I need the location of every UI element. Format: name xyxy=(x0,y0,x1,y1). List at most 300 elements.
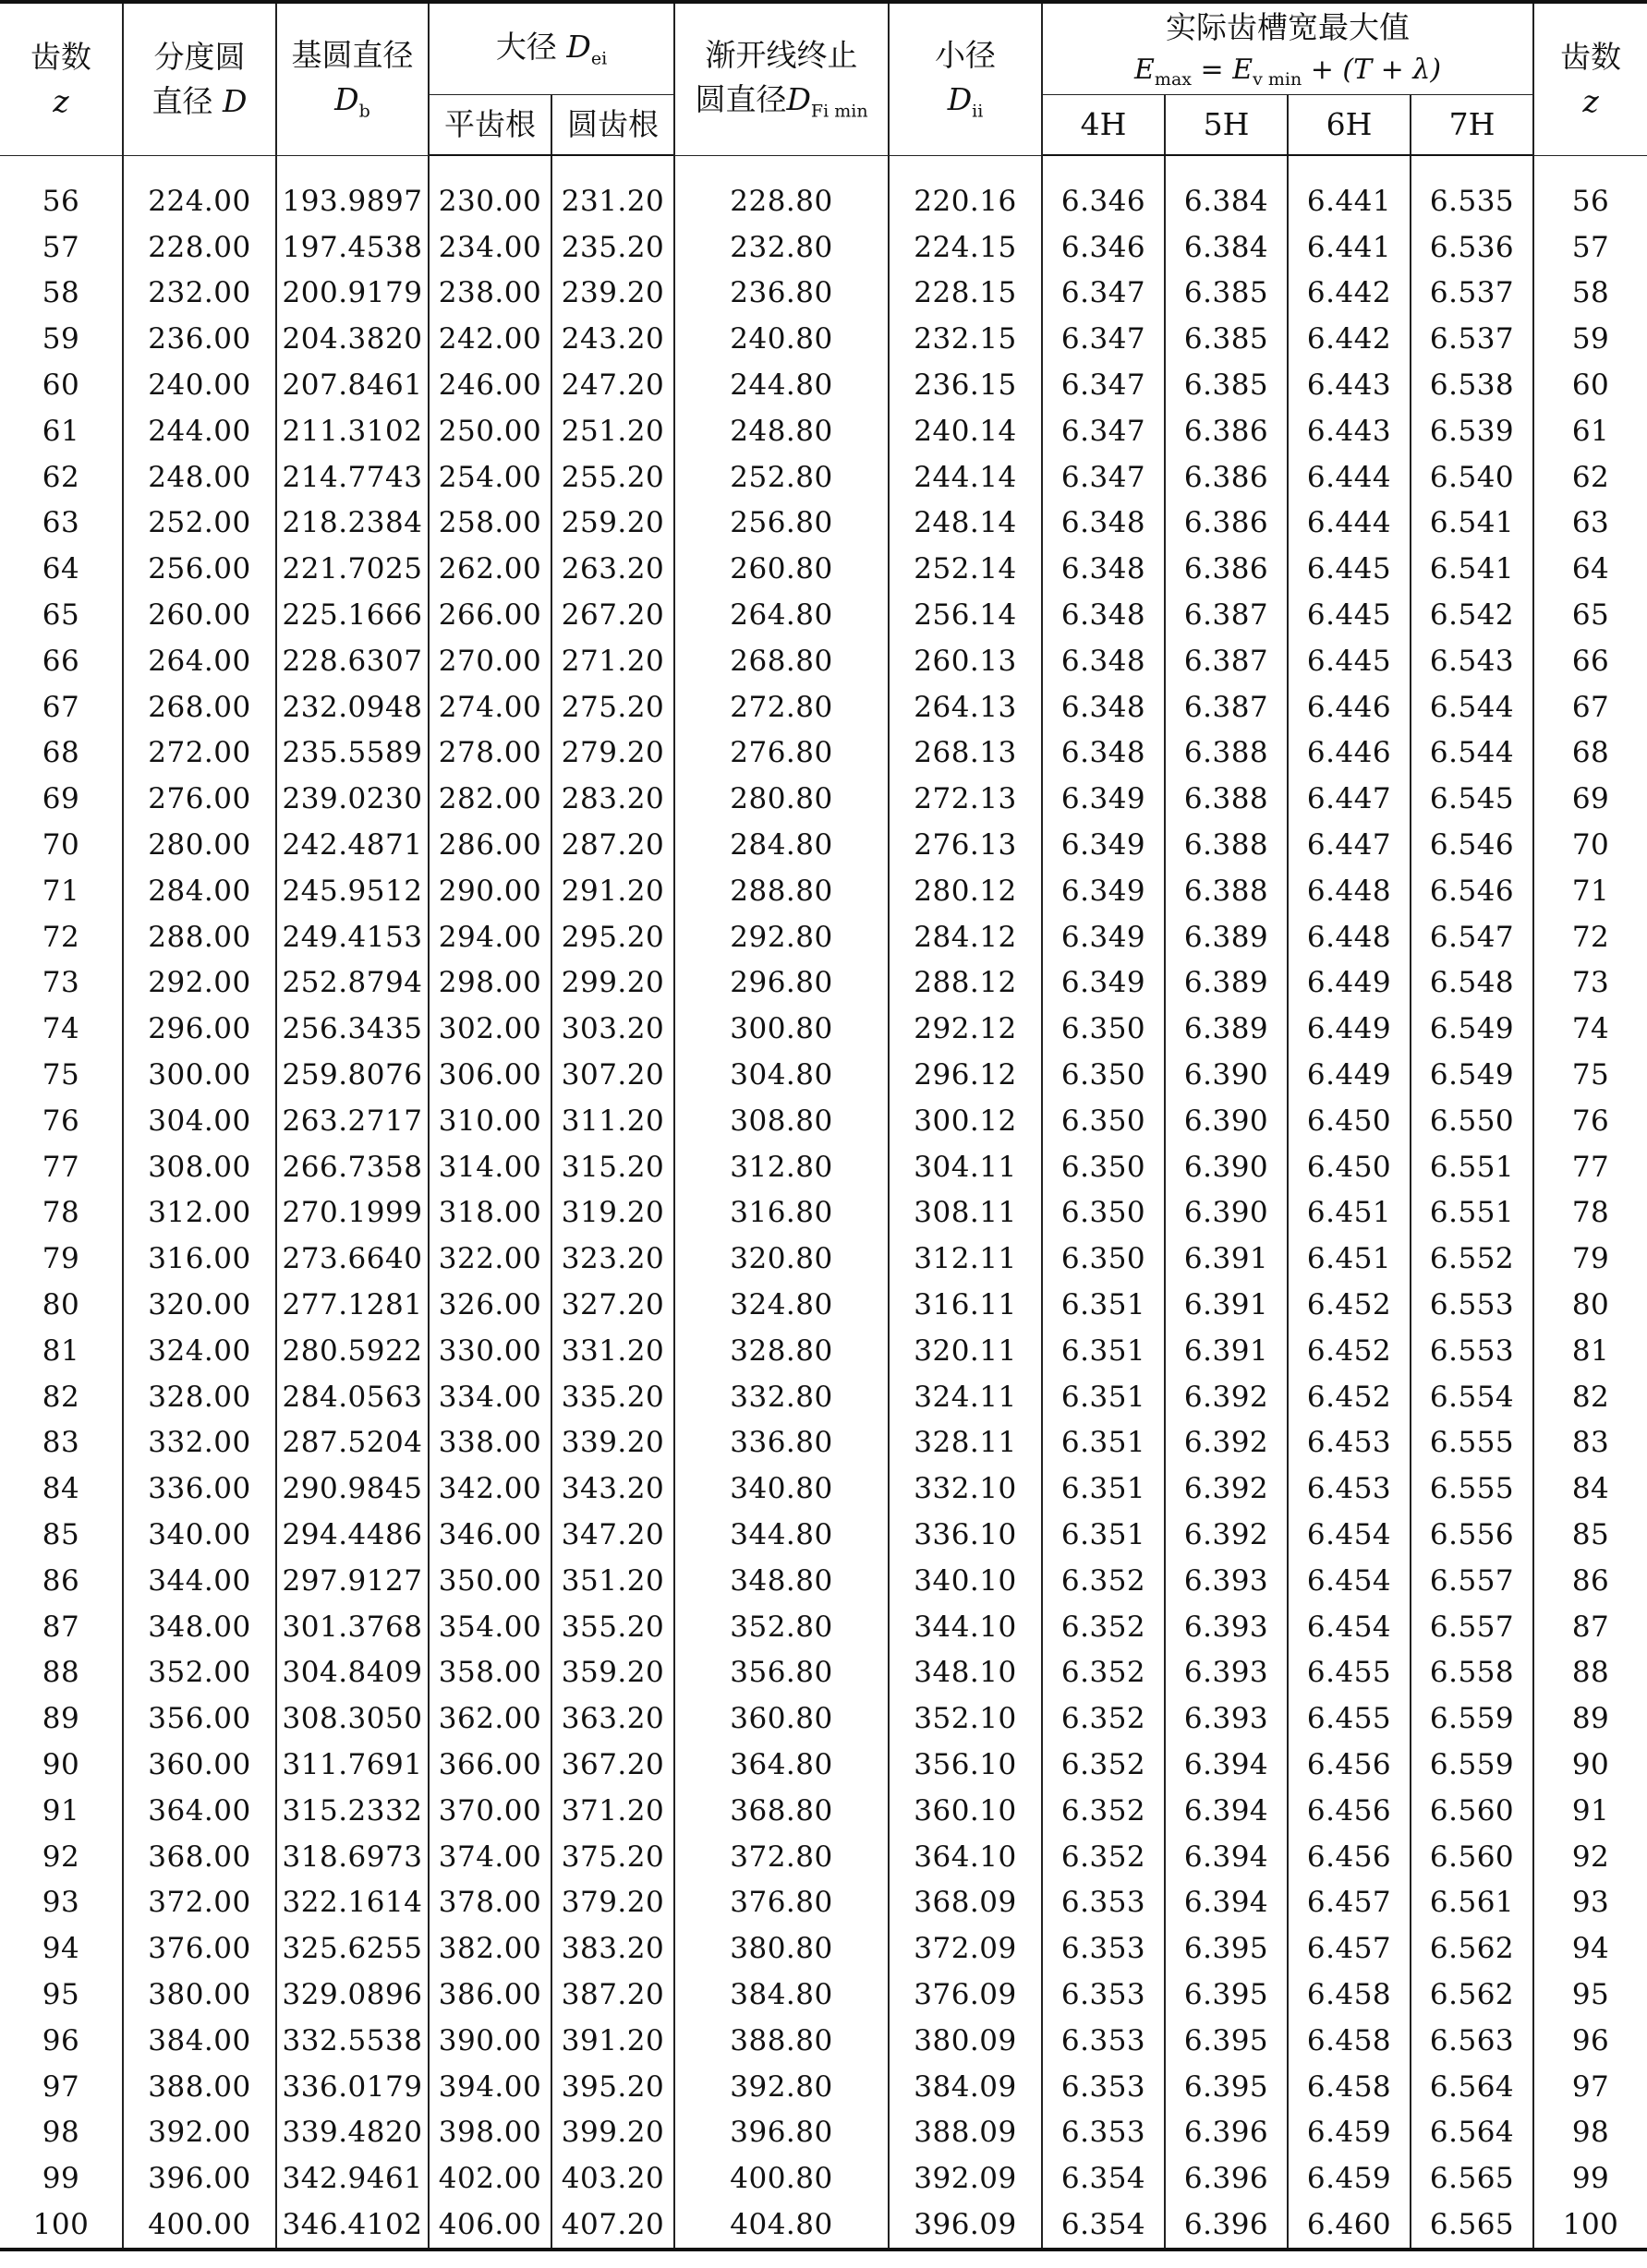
cell-major-flat: 290.00 xyxy=(429,868,551,914)
cell-emax-4h: 6.350 xyxy=(1042,1236,1165,1282)
cell-emax-7h: 6.563 xyxy=(1411,2018,1533,2064)
cell-teeth: 65 xyxy=(0,592,123,638)
cell-involute-diameter: 344.80 xyxy=(674,1512,889,1558)
table-row xyxy=(0,224,1647,271)
cell-major-flat: 286.00 xyxy=(429,822,551,868)
cell-major-round: 251.20 xyxy=(551,408,674,454)
cell-teeth: 91 xyxy=(0,1788,123,1834)
header-major-symbol: D xyxy=(566,29,591,66)
table-row xyxy=(0,1190,1647,1237)
cell-base-diameter: 273.6640 xyxy=(276,1236,429,1282)
cell-major-flat: 270.00 xyxy=(429,638,551,684)
cell-emax-4h: 6.350 xyxy=(1042,1144,1165,1190)
cell-involute-diameter: 276.80 xyxy=(674,730,889,777)
cell-emax-4h: 6.348 xyxy=(1042,592,1165,638)
table-row xyxy=(0,1650,1647,1696)
cell-minor-diameter: 292.12 xyxy=(889,1006,1042,1052)
cell-involute-diameter: 384.80 xyxy=(674,1972,889,2018)
cell-teeth: 75 xyxy=(0,1052,123,1098)
cell-base-diameter: 225.1666 xyxy=(276,592,429,638)
cell-emax-4h: 6.348 xyxy=(1042,638,1165,684)
cell-emax-4h: 6.351 xyxy=(1042,1328,1165,1374)
cell-major-flat: 262.00 xyxy=(429,546,551,592)
cell-major-flat: 374.00 xyxy=(429,1834,551,1880)
cell-involute-diameter: 388.80 xyxy=(674,2018,889,2064)
cell-pitch-diameter: 228.00 xyxy=(123,224,276,271)
cell-emax-4h: 6.348 xyxy=(1042,501,1165,547)
cell-emax-4h: 6.353 xyxy=(1042,2018,1165,2064)
cell-major-round: 319.20 xyxy=(551,1190,674,1237)
cell-minor-diameter: 284.12 xyxy=(889,914,1042,960)
cell-emax-4h: 6.354 xyxy=(1042,2155,1165,2202)
cell-minor-diameter: 364.10 xyxy=(889,1834,1042,1880)
cell-major-round: 355.20 xyxy=(551,1604,674,1650)
cell-teeth: 83 xyxy=(0,1420,123,1466)
cell-major-flat: 382.00 xyxy=(429,1925,551,1972)
cell-emax-6h: 6.448 xyxy=(1288,914,1411,960)
header-involute-label2: 圆直径 xyxy=(695,81,787,118)
header-emax-E: E xyxy=(1134,53,1155,86)
cell-minor-diameter: 376.09 xyxy=(889,1972,1042,2018)
cell-major-round: 383.20 xyxy=(551,1925,674,1972)
table-row xyxy=(0,1144,1647,1190)
cell-teeth: 72 xyxy=(0,914,123,960)
cell-teeth-right: 87 xyxy=(1533,1604,1647,1650)
cell-teeth: 69 xyxy=(0,776,123,822)
cell-base-diameter: 232.0948 xyxy=(276,684,429,730)
cell-pitch-diameter: 260.00 xyxy=(123,592,276,638)
cell-pitch-diameter: 240.00 xyxy=(123,362,276,408)
cell-base-diameter: 235.5589 xyxy=(276,730,429,777)
table-row xyxy=(0,271,1647,317)
header-major-round-root: 圆齿根 xyxy=(551,95,674,156)
table-row xyxy=(0,1742,1647,1788)
cell-emax-5h: 6.395 xyxy=(1165,1972,1288,2018)
cell-minor-diameter: 224.15 xyxy=(889,224,1042,271)
cell-teeth: 100 xyxy=(0,2202,123,2250)
cell-base-diameter: 318.6973 xyxy=(276,1834,429,1880)
cell-emax-6h: 6.445 xyxy=(1288,638,1411,684)
cell-pitch-diameter: 280.00 xyxy=(123,822,276,868)
cell-teeth-right: 98 xyxy=(1533,2109,1647,2155)
table-row xyxy=(0,1006,1647,1052)
cell-pitch-diameter: 356.00 xyxy=(123,1695,276,1742)
cell-emax-6h: 6.456 xyxy=(1288,1788,1411,1834)
cell-involute-diameter: 316.80 xyxy=(674,1190,889,1237)
cell-emax-7h: 6.564 xyxy=(1411,2109,1533,2155)
cell-minor-diameter: 252.14 xyxy=(889,546,1042,592)
header-major-label: 大径 xyxy=(495,29,557,66)
header-involute-label: 渐开线终止 xyxy=(705,37,858,74)
header-grade-5h: 5H xyxy=(1165,95,1288,156)
cell-teeth-right: 61 xyxy=(1533,408,1647,454)
cell-pitch-diameter: 372.00 xyxy=(123,1879,276,1925)
header-minor-sub: ii xyxy=(972,101,984,122)
cell-major-round: 399.20 xyxy=(551,2109,674,2155)
cell-emax-4h: 6.351 xyxy=(1042,1374,1165,1420)
cell-minor-diameter: 288.12 xyxy=(889,960,1042,1007)
cell-teeth-right: 70 xyxy=(1533,822,1647,868)
cell-teeth: 67 xyxy=(0,684,123,730)
cell-emax-4h: 6.351 xyxy=(1042,1282,1165,1328)
cell-major-round: 243.20 xyxy=(551,316,674,362)
cell-major-round: 351.20 xyxy=(551,1558,674,1604)
cell-emax-7h: 6.537 xyxy=(1411,271,1533,317)
cell-involute-diameter: 268.80 xyxy=(674,638,889,684)
cell-teeth: 56 xyxy=(0,178,123,224)
cell-emax-4h: 6.353 xyxy=(1042,1925,1165,1972)
cell-involute-diameter: 288.80 xyxy=(674,868,889,914)
cell-emax-4h: 6.347 xyxy=(1042,408,1165,454)
cell-emax-7h: 6.541 xyxy=(1411,546,1533,592)
cell-teeth: 62 xyxy=(0,454,123,501)
cell-major-round: 363.20 xyxy=(551,1695,674,1742)
cell-major-flat: 294.00 xyxy=(429,914,551,960)
cell-emax-6h: 6.451 xyxy=(1288,1236,1411,1282)
cell-emax-4h: 6.346 xyxy=(1042,178,1165,224)
cell-emax-6h: 6.458 xyxy=(1288,2018,1411,2064)
cell-teeth: 76 xyxy=(0,1098,123,1144)
cell-emax-5h: 6.391 xyxy=(1165,1282,1288,1328)
cell-teeth: 74 xyxy=(0,1006,123,1052)
cell-involute-diameter: 252.80 xyxy=(674,454,889,501)
cell-major-flat: 234.00 xyxy=(429,224,551,271)
cell-involute-diameter: 232.80 xyxy=(674,224,889,271)
cell-teeth-right: 73 xyxy=(1533,960,1647,1007)
cell-major-round: 339.20 xyxy=(551,1420,674,1466)
cell-minor-diameter: 356.10 xyxy=(889,1742,1042,1788)
cell-emax-4h: 6.352 xyxy=(1042,1788,1165,1834)
cell-major-flat: 350.00 xyxy=(429,1558,551,1604)
cell-emax-4h: 6.352 xyxy=(1042,1834,1165,1880)
cell-teeth: 70 xyxy=(0,822,123,868)
cell-teeth-right: 92 xyxy=(1533,1834,1647,1880)
cell-teeth-right: 76 xyxy=(1533,1098,1647,1144)
cell-minor-diameter: 272.13 xyxy=(889,776,1042,822)
cell-minor-diameter: 248.14 xyxy=(889,501,1042,547)
cell-teeth-right: 62 xyxy=(1533,454,1647,501)
cell-pitch-diameter: 328.00 xyxy=(123,1374,276,1420)
cell-emax-7h: 6.550 xyxy=(1411,1098,1533,1144)
cell-emax-7h: 6.537 xyxy=(1411,316,1533,362)
cell-major-round: 391.20 xyxy=(551,2018,674,2064)
cell-major-flat: 246.00 xyxy=(429,362,551,408)
cell-base-diameter: 200.9179 xyxy=(276,271,429,317)
cell-emax-7h: 6.544 xyxy=(1411,684,1533,730)
cell-base-diameter: 252.8794 xyxy=(276,960,429,1007)
cell-teeth-right: 84 xyxy=(1533,1466,1647,1512)
cell-emax-6h: 6.457 xyxy=(1288,1879,1411,1925)
cell-major-flat: 302.00 xyxy=(429,1006,551,1052)
cell-involute-diameter: 304.80 xyxy=(674,1052,889,1098)
cell-teeth-right: 66 xyxy=(1533,638,1647,684)
cell-teeth: 82 xyxy=(0,1374,123,1420)
cell-teeth-right: 96 xyxy=(1533,2018,1647,2064)
table-row xyxy=(0,1098,1647,1144)
cell-base-diameter: 280.5922 xyxy=(276,1328,429,1374)
cell-emax-5h: 6.388 xyxy=(1165,868,1288,914)
header-major-diameter xyxy=(429,2,674,95)
table-row xyxy=(0,1925,1647,1972)
cell-minor-diameter: 360.10 xyxy=(889,1788,1042,1834)
header-involute-line2 xyxy=(675,78,888,125)
cell-emax-7h: 6.564 xyxy=(1411,2064,1533,2110)
cell-major-round: 359.20 xyxy=(551,1650,674,1696)
cell-emax-5h: 6.385 xyxy=(1165,316,1288,362)
cell-minor-diameter: 244.14 xyxy=(889,454,1042,501)
cell-involute-diameter: 260.80 xyxy=(674,546,889,592)
header-emax-rest: + (T + λ) xyxy=(1302,53,1442,86)
cell-teeth: 77 xyxy=(0,1144,123,1190)
cell-major-round: 387.20 xyxy=(551,1972,674,2018)
cell-emax-6h: 6.444 xyxy=(1288,501,1411,547)
cell-emax-6h: 6.441 xyxy=(1288,178,1411,224)
header-teeth-right-label: 齿数 xyxy=(1560,38,1622,75)
cell-emax-6h: 6.459 xyxy=(1288,2155,1411,2202)
cell-emax-6h: 6.448 xyxy=(1288,868,1411,914)
cell-major-flat: 322.00 xyxy=(429,1236,551,1282)
cell-major-flat: 398.00 xyxy=(429,2109,551,2155)
cell-emax-6h: 6.443 xyxy=(1288,362,1411,408)
table-row xyxy=(0,1052,1647,1098)
cell-emax-6h: 6.452 xyxy=(1288,1374,1411,1420)
table-header xyxy=(0,2,1647,155)
cell-base-diameter: 270.1999 xyxy=(276,1190,429,1237)
cell-major-flat: 318.00 xyxy=(429,1190,551,1237)
cell-major-round: 291.20 xyxy=(551,868,674,914)
header-base-label: 基圆直径 xyxy=(291,37,414,74)
cell-base-diameter: 211.3102 xyxy=(276,408,429,454)
cell-emax-5h: 6.387 xyxy=(1165,592,1288,638)
header-pitch-symbol: D xyxy=(223,82,248,119)
cell-teeth-right: 71 xyxy=(1533,868,1647,914)
cell-emax-4h: 6.352 xyxy=(1042,1742,1165,1788)
cell-emax-4h: 6.346 xyxy=(1042,224,1165,271)
cell-emax-5h: 6.384 xyxy=(1165,224,1288,271)
table-row xyxy=(0,2155,1647,2202)
cell-involute-diameter: 328.80 xyxy=(674,1328,889,1374)
cell-teeth-right: 68 xyxy=(1533,730,1647,777)
header-teeth-symbol: z xyxy=(53,82,69,119)
cell-emax-7h: 6.561 xyxy=(1411,1879,1533,1925)
cell-major-round: 279.20 xyxy=(551,730,674,777)
cell-minor-diameter: 368.09 xyxy=(889,1879,1042,1925)
cell-pitch-diameter: 312.00 xyxy=(123,1190,276,1237)
cell-involute-diameter: 404.80 xyxy=(674,2202,889,2250)
cell-major-flat: 370.00 xyxy=(429,1788,551,1834)
cell-pitch-diameter: 400.00 xyxy=(123,2202,276,2250)
header-emax-sub2: v min xyxy=(1253,68,1302,90)
cell-emax-4h: 6.349 xyxy=(1042,914,1165,960)
cell-involute-diameter: 324.80 xyxy=(674,1282,889,1328)
cell-emax-5h: 6.392 xyxy=(1165,1374,1288,1420)
cell-pitch-diameter: 288.00 xyxy=(123,914,276,960)
cell-base-diameter: 325.6255 xyxy=(276,1925,429,1972)
cell-pitch-diameter: 272.00 xyxy=(123,730,276,777)
cell-emax-7h: 6.557 xyxy=(1411,1604,1533,1650)
cell-minor-diameter: 300.12 xyxy=(889,1098,1042,1144)
table-row xyxy=(0,2018,1647,2064)
table-row xyxy=(0,408,1647,454)
cell-major-round: 303.20 xyxy=(551,1006,674,1052)
cell-emax-5h: 6.393 xyxy=(1165,1650,1288,1696)
cell-minor-diameter: 388.09 xyxy=(889,2109,1042,2155)
cell-emax-5h: 6.396 xyxy=(1165,2109,1288,2155)
cell-teeth-right: 78 xyxy=(1533,1190,1647,1237)
cell-major-flat: 298.00 xyxy=(429,960,551,1007)
cell-minor-diameter: 240.14 xyxy=(889,408,1042,454)
cell-teeth: 63 xyxy=(0,501,123,547)
cell-emax-5h: 6.388 xyxy=(1165,822,1288,868)
cell-emax-4h: 6.347 xyxy=(1042,362,1165,408)
cell-emax-6h: 6.451 xyxy=(1288,1190,1411,1237)
cell-minor-diameter: 352.10 xyxy=(889,1695,1042,1742)
cell-emax-5h: 6.390 xyxy=(1165,1144,1288,1190)
cell-teeth: 57 xyxy=(0,224,123,271)
table-row xyxy=(0,2202,1647,2250)
cell-minor-diameter: 344.10 xyxy=(889,1604,1042,1650)
cell-teeth-right: 91 xyxy=(1533,1788,1647,1834)
cell-pitch-diameter: 248.00 xyxy=(123,454,276,501)
cell-emax-4h: 6.348 xyxy=(1042,684,1165,730)
cell-major-flat: 282.00 xyxy=(429,776,551,822)
header-involute-symbol: D xyxy=(786,81,811,118)
cell-major-flat: 258.00 xyxy=(429,501,551,547)
cell-involute-diameter: 352.80 xyxy=(674,1604,889,1650)
cell-emax-5h: 6.386 xyxy=(1165,546,1288,592)
header-emax-eq: = E xyxy=(1191,53,1253,86)
cell-teeth: 95 xyxy=(0,1972,123,2018)
cell-minor-diameter: 264.13 xyxy=(889,684,1042,730)
cell-emax-7h: 6.535 xyxy=(1411,178,1533,224)
cell-emax-4h: 6.353 xyxy=(1042,1972,1165,2018)
cell-teeth-right: 83 xyxy=(1533,1420,1647,1466)
cell-pitch-diameter: 340.00 xyxy=(123,1512,276,1558)
cell-emax-5h: 6.384 xyxy=(1165,178,1288,224)
cell-emax-5h: 6.394 xyxy=(1165,1879,1288,1925)
cell-minor-diameter: 320.11 xyxy=(889,1328,1042,1374)
cell-teeth-right: 81 xyxy=(1533,1328,1647,1374)
cell-major-flat: 378.00 xyxy=(429,1879,551,1925)
cell-involute-diameter: 236.80 xyxy=(674,271,889,317)
cell-emax-5h: 6.393 xyxy=(1165,1604,1288,1650)
cell-major-round: 255.20 xyxy=(551,454,674,501)
cell-teeth-right: 75 xyxy=(1533,1052,1647,1098)
cell-emax-7h: 6.560 xyxy=(1411,1834,1533,1880)
cell-pitch-diameter: 292.00 xyxy=(123,960,276,1007)
cell-base-diameter: 311.7691 xyxy=(276,1742,429,1788)
header-involute-diameter xyxy=(674,2,889,155)
cell-major-round: 407.20 xyxy=(551,2202,674,2250)
cell-major-round: 331.20 xyxy=(551,1328,674,1374)
cell-involute-diameter: 272.80 xyxy=(674,684,889,730)
cell-emax-6h: 6.457 xyxy=(1288,1925,1411,1972)
cell-teeth: 89 xyxy=(0,1695,123,1742)
cell-teeth-right: 88 xyxy=(1533,1650,1647,1696)
cell-involute-diameter: 256.80 xyxy=(674,501,889,547)
cell-major-round: 335.20 xyxy=(551,1374,674,1420)
table-row xyxy=(0,1788,1647,1834)
cell-major-round: 231.20 xyxy=(551,178,674,224)
cell-major-flat: 346.00 xyxy=(429,1512,551,1558)
cell-major-round: 327.20 xyxy=(551,1282,674,1328)
cell-emax-4h: 6.350 xyxy=(1042,1098,1165,1144)
cell-emax-6h: 6.453 xyxy=(1288,1466,1411,1512)
cell-minor-diameter: 392.09 xyxy=(889,2155,1042,2202)
header-minor-symbol: D xyxy=(947,81,973,118)
cell-teeth-right: 64 xyxy=(1533,546,1647,592)
table-spacer-row xyxy=(0,155,1647,178)
table-row xyxy=(0,316,1647,362)
cell-emax-5h: 6.395 xyxy=(1165,2018,1288,2064)
cell-minor-diameter: 340.10 xyxy=(889,1558,1042,1604)
cell-teeth: 92 xyxy=(0,1834,123,1880)
cell-pitch-diameter: 276.00 xyxy=(123,776,276,822)
cell-pitch-diameter: 332.00 xyxy=(123,1420,276,1466)
cell-base-diameter: 221.7025 xyxy=(276,546,429,592)
cell-emax-5h: 6.389 xyxy=(1165,914,1288,960)
cell-base-diameter: 284.0563 xyxy=(276,1374,429,1420)
cell-teeth: 85 xyxy=(0,1512,123,1558)
table-row xyxy=(0,868,1647,914)
cell-emax-7h: 6.565 xyxy=(1411,2202,1533,2250)
cell-teeth-right: 99 xyxy=(1533,2155,1647,2202)
cell-pitch-diameter: 244.00 xyxy=(123,408,276,454)
cell-involute-diameter: 372.80 xyxy=(674,1834,889,1880)
cell-major-flat: 274.00 xyxy=(429,684,551,730)
cell-minor-diameter: 348.10 xyxy=(889,1650,1042,1696)
cell-emax-5h: 6.392 xyxy=(1165,1512,1288,1558)
cell-emax-5h: 6.387 xyxy=(1165,638,1288,684)
cell-emax-5h: 6.395 xyxy=(1165,2064,1288,2110)
cell-emax-6h: 6.445 xyxy=(1288,546,1411,592)
table-row xyxy=(0,1466,1647,1512)
cell-major-flat: 366.00 xyxy=(429,1742,551,1788)
cell-major-round: 263.20 xyxy=(551,546,674,592)
cell-emax-7h: 6.551 xyxy=(1411,1144,1533,1190)
cell-teeth: 98 xyxy=(0,2109,123,2155)
cell-major-flat: 394.00 xyxy=(429,2064,551,2110)
cell-major-round: 367.20 xyxy=(551,1742,674,1788)
table-row xyxy=(0,684,1647,730)
cell-minor-diameter: 228.15 xyxy=(889,271,1042,317)
cell-emax-7h: 6.545 xyxy=(1411,776,1533,822)
cell-involute-diameter: 348.80 xyxy=(674,1558,889,1604)
cell-major-flat: 402.00 xyxy=(429,2155,551,2202)
cell-emax-4h: 6.348 xyxy=(1042,546,1165,592)
cell-emax-4h: 6.347 xyxy=(1042,271,1165,317)
cell-teeth-right: 74 xyxy=(1533,1006,1647,1052)
cell-teeth-right: 77 xyxy=(1533,1144,1647,1190)
cell-teeth: 60 xyxy=(0,362,123,408)
cell-teeth-right: 80 xyxy=(1533,1282,1647,1328)
cell-minor-diameter: 304.11 xyxy=(889,1144,1042,1190)
cell-major-flat: 358.00 xyxy=(429,1650,551,1696)
cell-emax-7h: 6.543 xyxy=(1411,638,1533,684)
cell-pitch-diameter: 396.00 xyxy=(123,2155,276,2202)
cell-pitch-diameter: 232.00 xyxy=(123,271,276,317)
cell-involute-diameter: 280.80 xyxy=(674,776,889,822)
cell-base-diameter: 263.2717 xyxy=(276,1098,429,1144)
cell-emax-5h: 6.394 xyxy=(1165,1788,1288,1834)
cell-emax-6h: 6.454 xyxy=(1288,1558,1411,1604)
cell-emax-4h: 6.353 xyxy=(1042,1879,1165,1925)
cell-major-round: 299.20 xyxy=(551,960,674,1007)
cell-pitch-diameter: 352.00 xyxy=(123,1650,276,1696)
cell-pitch-diameter: 308.00 xyxy=(123,1144,276,1190)
cell-teeth: 90 xyxy=(0,1742,123,1788)
cell-emax-6h: 6.460 xyxy=(1288,2202,1411,2250)
